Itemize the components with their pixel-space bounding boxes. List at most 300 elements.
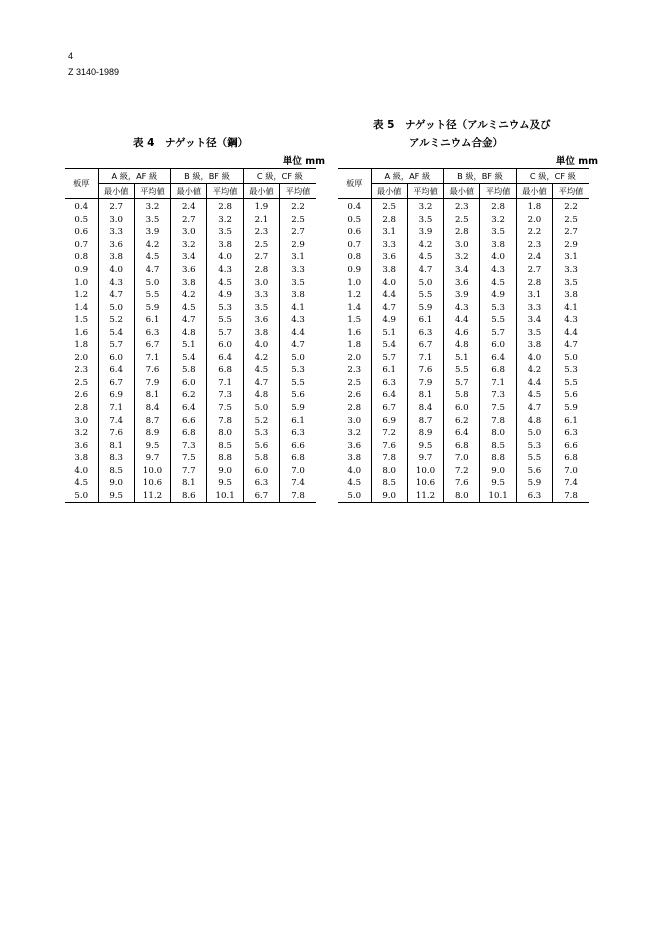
value-cell: 5.8 xyxy=(243,452,279,465)
value-cell: 4.7 xyxy=(553,339,589,352)
value-cell: 6.7 xyxy=(134,339,170,352)
thickness-cell: 3.6 xyxy=(74,440,89,451)
value-cell: 3.1 xyxy=(553,251,589,264)
table-row xyxy=(338,289,589,302)
value-cell: 4.2 xyxy=(407,239,443,252)
value-cell: 3.0 xyxy=(444,239,480,252)
value-cell: 9.0 xyxy=(480,464,516,477)
value-cell: 6.4 xyxy=(171,402,207,415)
value-cell: 6.6 xyxy=(280,439,316,452)
value-cell: 11.2 xyxy=(407,490,443,503)
value-cell: 6.3 xyxy=(553,427,589,440)
table4-title: 表 4 ナゲット径（鋼） xyxy=(133,137,249,149)
value-cell: 6.3 xyxy=(134,326,170,339)
table-row xyxy=(65,226,316,239)
value-cell: 6.4 xyxy=(207,352,243,365)
value-cell: 5.0 xyxy=(280,352,316,365)
value-cell: 8.5 xyxy=(371,477,407,490)
value-cell: 3.4 xyxy=(171,251,207,264)
table-row xyxy=(65,251,316,264)
value-cell: 4.5 xyxy=(243,364,279,377)
thickness-cell: 2.3 xyxy=(347,365,362,376)
value-cell: 7.6 xyxy=(444,477,480,490)
table-row xyxy=(338,251,589,264)
value-cell: 4.9 xyxy=(207,289,243,302)
table-row xyxy=(65,301,316,314)
value-cell: 8.1 xyxy=(134,389,170,402)
value-cell: 4.6 xyxy=(444,326,480,339)
value-cell: 3.9 xyxy=(444,289,480,302)
page-number: 4 xyxy=(68,51,74,61)
thickness-cell: 0.8 xyxy=(74,252,89,263)
header-group-b: B 級，BF 級 xyxy=(444,169,517,184)
value-cell: 4.5 xyxy=(207,276,243,289)
value-cell: 4.5 xyxy=(134,251,170,264)
value-cell: 8.1 xyxy=(171,477,207,490)
value-cell: 7.8 xyxy=(371,452,407,465)
table-row xyxy=(338,264,589,277)
value-cell: 6.9 xyxy=(371,414,407,427)
table4 xyxy=(65,168,316,503)
value-cell: 5.2 xyxy=(98,314,134,327)
value-cell: 9.0 xyxy=(98,477,134,490)
value-cell: 7.8 xyxy=(480,414,516,427)
value-cell: 7.2 xyxy=(371,427,407,440)
thickness-cell: 1.2 xyxy=(74,290,89,301)
table-row xyxy=(338,226,589,239)
thickness-cell: 0.4 xyxy=(74,202,89,213)
table-row xyxy=(338,402,589,415)
header-avg: 平均値 xyxy=(134,184,170,199)
value-cell: 2.8 xyxy=(243,264,279,277)
table-row xyxy=(338,214,589,227)
value-cell: 4.5 xyxy=(516,389,552,402)
value-cell: 7.5 xyxy=(171,452,207,465)
value-cell: 6.3 xyxy=(371,377,407,390)
table-row xyxy=(338,199,589,214)
header-min: 最小値 xyxy=(444,184,480,199)
value-cell: 2.5 xyxy=(553,214,589,227)
thickness-cell: 3.0 xyxy=(347,415,362,426)
value-cell: 5.4 xyxy=(171,352,207,365)
thickness-cell: 0.7 xyxy=(347,239,362,250)
table-row xyxy=(338,239,589,252)
value-cell: 6.4 xyxy=(98,364,134,377)
header-min: 最小値 xyxy=(243,184,279,199)
thickness-cell: 2.6 xyxy=(347,390,362,401)
value-cell: 7.1 xyxy=(98,402,134,415)
value-cell: 4.2 xyxy=(134,239,170,252)
value-cell: 3.4 xyxy=(516,314,552,327)
value-cell: 8.8 xyxy=(480,452,516,465)
value-cell: 4.8 xyxy=(444,339,480,352)
value-cell: 8.9 xyxy=(407,427,443,440)
value-cell: 7.8 xyxy=(553,490,589,503)
table-row xyxy=(65,402,316,415)
value-cell: 4.7 xyxy=(280,339,316,352)
value-cell: 6.8 xyxy=(207,364,243,377)
header-group-c: C 級，CF 級 xyxy=(243,169,316,184)
value-cell: 5.4 xyxy=(371,339,407,352)
value-cell: 5.6 xyxy=(243,439,279,452)
value-cell: 3.1 xyxy=(280,251,316,264)
value-cell: 7.5 xyxy=(480,402,516,415)
table-row xyxy=(65,239,316,252)
value-cell: 6.2 xyxy=(444,414,480,427)
value-cell: 3.4 xyxy=(444,264,480,277)
value-cell: 8.0 xyxy=(371,464,407,477)
table-row xyxy=(338,452,589,465)
value-cell: 2.8 xyxy=(207,199,243,214)
value-cell: 5.5 xyxy=(480,314,516,327)
value-cell: 4.3 xyxy=(553,314,589,327)
value-cell: 4.4 xyxy=(371,289,407,302)
value-cell: 5.0 xyxy=(134,276,170,289)
value-cell: 2.8 xyxy=(371,214,407,227)
value-cell: 4.7 xyxy=(407,264,443,277)
table-row xyxy=(338,427,589,440)
value-cell: 3.0 xyxy=(243,276,279,289)
value-cell: 5.5 xyxy=(207,314,243,327)
thickness-cell: 1.0 xyxy=(347,277,362,288)
table4-body xyxy=(65,199,316,503)
table-row xyxy=(338,389,589,402)
table5 xyxy=(338,168,589,503)
value-cell: 2.5 xyxy=(243,239,279,252)
value-cell: 3.5 xyxy=(207,226,243,239)
table5-title-line1: 表 5 ナゲット径（アルミニウム及び xyxy=(373,119,551,131)
thickness-cell: 2.6 xyxy=(74,390,89,401)
value-cell: 6.8 xyxy=(280,452,316,465)
value-cell: 4.4 xyxy=(280,326,316,339)
value-cell: 4.4 xyxy=(553,326,589,339)
value-cell: 4.0 xyxy=(480,251,516,264)
thickness-cell: 1.8 xyxy=(347,340,362,351)
value-cell: 4.2 xyxy=(171,289,207,302)
table-row xyxy=(338,276,589,289)
table-row xyxy=(65,477,316,490)
value-cell: 8.4 xyxy=(134,402,170,415)
table-row xyxy=(65,377,316,390)
value-cell: 1.8 xyxy=(516,199,552,214)
table-row xyxy=(338,377,589,390)
value-cell: 2.7 xyxy=(243,251,279,264)
thickness-cell: 2.0 xyxy=(74,352,89,363)
value-cell: 7.3 xyxy=(171,439,207,452)
value-cell: 5.9 xyxy=(516,477,552,490)
value-cell: 3.5 xyxy=(407,214,443,227)
thickness-cell: 2.8 xyxy=(347,403,362,414)
value-cell: 3.5 xyxy=(480,226,516,239)
value-cell: 7.0 xyxy=(553,464,589,477)
header-avg: 平均値 xyxy=(280,184,316,199)
value-cell: 6.6 xyxy=(553,439,589,452)
value-cell: 7.1 xyxy=(407,352,443,365)
value-cell: 4.7 xyxy=(98,289,134,302)
value-cell: 2.9 xyxy=(280,239,316,252)
thickness-cell: 2.5 xyxy=(347,377,362,388)
thickness-cell: 1.6 xyxy=(347,327,362,338)
value-cell: 8.3 xyxy=(98,452,134,465)
value-cell: 4.5 xyxy=(407,251,443,264)
header-avg: 平均値 xyxy=(480,184,516,199)
value-cell: 3.3 xyxy=(98,226,134,239)
value-cell: 6.0 xyxy=(480,339,516,352)
header-min: 最小値 xyxy=(171,184,207,199)
thickness-cell: 1.2 xyxy=(347,290,362,301)
table-row xyxy=(338,339,589,352)
thickness-cell: 5.0 xyxy=(65,490,98,503)
value-cell: 4.3 xyxy=(444,301,480,314)
thickness-cell: 1.5 xyxy=(74,315,89,326)
value-cell: 5.9 xyxy=(134,301,170,314)
table-row xyxy=(338,364,589,377)
value-cell: 3.1 xyxy=(516,289,552,302)
value-cell: 5.2 xyxy=(243,414,279,427)
value-cell: 5.7 xyxy=(98,339,134,352)
value-cell: 7.6 xyxy=(134,364,170,377)
value-cell: 5.1 xyxy=(444,352,480,365)
value-cell: 2.9 xyxy=(553,239,589,252)
table-row xyxy=(338,352,589,365)
thickness-cell: 3.8 xyxy=(74,453,89,464)
value-cell: 7.1 xyxy=(134,352,170,365)
value-cell: 5.1 xyxy=(171,339,207,352)
value-cell: 2.8 xyxy=(480,199,516,214)
value-cell: 2.5 xyxy=(444,214,480,227)
value-cell: 8.5 xyxy=(207,439,243,452)
value-cell: 4.5 xyxy=(480,276,516,289)
value-cell: 6.4 xyxy=(371,389,407,402)
value-cell: 5.0 xyxy=(98,301,134,314)
value-cell: 6.2 xyxy=(171,389,207,402)
value-cell: 1.9 xyxy=(243,199,279,214)
value-cell: 6.1 xyxy=(553,414,589,427)
value-cell: 7.6 xyxy=(371,439,407,452)
value-cell: 3.8 xyxy=(516,339,552,352)
value-cell: 3.3 xyxy=(243,289,279,302)
thickness-cell: 1.5 xyxy=(347,315,362,326)
value-cell: 3.6 xyxy=(371,251,407,264)
value-cell: 5.3 xyxy=(516,439,552,452)
value-cell: 7.4 xyxy=(98,414,134,427)
value-cell: 3.6 xyxy=(444,276,480,289)
header-min: 最小値 xyxy=(371,184,407,199)
value-cell: 9.5 xyxy=(134,439,170,452)
header-avg: 平均値 xyxy=(553,184,589,199)
value-cell: 4.4 xyxy=(516,377,552,390)
table-row xyxy=(338,439,589,452)
value-cell: 8.8 xyxy=(207,452,243,465)
value-cell: 5.9 xyxy=(407,301,443,314)
table5-body xyxy=(338,199,589,503)
value-cell: 3.9 xyxy=(134,226,170,239)
value-cell: 4.3 xyxy=(480,264,516,277)
value-cell: 10.0 xyxy=(134,464,170,477)
value-cell: 7.7 xyxy=(171,464,207,477)
header-thickness: 板厚 xyxy=(338,169,371,199)
value-cell: 3.8 xyxy=(207,239,243,252)
table5-unit: 単位 mm xyxy=(555,156,598,167)
header-thickness: 板厚 xyxy=(65,169,98,199)
table-row xyxy=(338,414,589,427)
value-cell: 2.2 xyxy=(553,199,589,214)
value-cell: 5.7 xyxy=(480,326,516,339)
value-cell: 7.1 xyxy=(480,377,516,390)
value-cell: 5.6 xyxy=(553,389,589,402)
value-cell: 3.3 xyxy=(553,264,589,277)
table-row xyxy=(65,427,316,440)
thickness-cell: 2.3 xyxy=(74,365,89,376)
value-cell: 2.5 xyxy=(371,199,407,214)
value-cell: 7.3 xyxy=(480,389,516,402)
value-cell: 7.0 xyxy=(444,452,480,465)
thickness-cell: 3.8 xyxy=(347,453,362,464)
value-cell: 3.5 xyxy=(134,214,170,227)
value-cell: 5.3 xyxy=(207,301,243,314)
value-cell: 6.0 xyxy=(444,402,480,415)
thickness-cell: 4.5 xyxy=(74,478,89,489)
thickness-cell: 3.2 xyxy=(347,428,362,439)
value-cell: 5.0 xyxy=(407,276,443,289)
table-row xyxy=(65,314,316,327)
value-cell: 2.4 xyxy=(171,199,207,214)
table-row xyxy=(65,452,316,465)
table-row xyxy=(338,314,589,327)
table-row xyxy=(65,289,316,302)
thickness-cell: 4.0 xyxy=(74,465,89,476)
value-cell: 3.2 xyxy=(207,214,243,227)
value-cell: 4.9 xyxy=(480,289,516,302)
value-cell: 7.0 xyxy=(280,464,316,477)
value-cell: 7.2 xyxy=(444,464,480,477)
value-cell: 6.7 xyxy=(243,490,279,503)
value-cell: 3.9 xyxy=(407,226,443,239)
value-cell: 5.8 xyxy=(171,364,207,377)
thickness-cell: 2.0 xyxy=(347,352,362,363)
value-cell: 3.5 xyxy=(280,276,316,289)
standard-number: Z 3140-1989 xyxy=(68,67,120,77)
value-cell: 7.3 xyxy=(207,389,243,402)
value-cell: 5.0 xyxy=(553,352,589,365)
value-cell: 6.3 xyxy=(407,326,443,339)
header-min: 最小値 xyxy=(98,184,134,199)
value-cell: 8.0 xyxy=(207,427,243,440)
table4-unit: 単位 mm xyxy=(282,156,325,167)
value-cell: 10.0 xyxy=(407,464,443,477)
value-cell: 2.3 xyxy=(444,199,480,214)
value-cell: 4.0 xyxy=(98,264,134,277)
value-cell: 6.6 xyxy=(171,414,207,427)
value-cell: 2.1 xyxy=(243,214,279,227)
header-group-a: A 級，AF 級 xyxy=(371,169,444,184)
table-row xyxy=(65,352,316,365)
value-cell: 6.8 xyxy=(553,452,589,465)
value-cell: 4.3 xyxy=(280,314,316,327)
value-cell: 5.5 xyxy=(516,452,552,465)
header-avg: 平均値 xyxy=(407,184,443,199)
thickness-cell: 0.5 xyxy=(74,214,89,225)
value-cell: 7.6 xyxy=(407,364,443,377)
value-cell: 3.1 xyxy=(371,226,407,239)
value-cell: 10.1 xyxy=(480,490,516,503)
thickness-cell: 0.8 xyxy=(347,252,362,263)
thickness-cell: 0.7 xyxy=(74,239,89,250)
table-row xyxy=(65,199,316,214)
value-cell: 5.5 xyxy=(134,289,170,302)
value-cell: 4.9 xyxy=(371,314,407,327)
value-cell: 3.8 xyxy=(553,289,589,302)
value-cell: 3.8 xyxy=(480,239,516,252)
table-row xyxy=(65,326,316,339)
value-cell: 6.3 xyxy=(243,477,279,490)
value-cell: 2.5 xyxy=(280,214,316,227)
value-cell: 7.1 xyxy=(207,377,243,390)
value-cell: 7.8 xyxy=(280,490,316,503)
value-cell: 7.8 xyxy=(207,414,243,427)
value-cell: 9.5 xyxy=(98,490,134,503)
value-cell: 3.8 xyxy=(98,251,134,264)
value-cell: 5.6 xyxy=(516,464,552,477)
thickness-cell: 0.9 xyxy=(74,265,89,275)
value-cell: 4.0 xyxy=(207,251,243,264)
thickness-cell: 0.4 xyxy=(347,202,362,213)
header-avg: 平均値 xyxy=(207,184,243,199)
value-cell: 2.8 xyxy=(516,276,552,289)
value-cell: 2.7 xyxy=(553,226,589,239)
table-row xyxy=(65,490,316,503)
value-cell: 6.1 xyxy=(280,414,316,427)
value-cell: 2.2 xyxy=(280,199,316,214)
value-cell: 5.5 xyxy=(280,377,316,390)
value-cell: 8.0 xyxy=(480,427,516,440)
table-row xyxy=(65,264,316,277)
value-cell: 9.7 xyxy=(134,452,170,465)
value-cell: 4.3 xyxy=(207,264,243,277)
value-cell: 3.2 xyxy=(407,199,443,214)
table-row xyxy=(65,389,316,402)
table-row xyxy=(65,439,316,452)
table-row xyxy=(65,464,316,477)
value-cell: 10.6 xyxy=(407,477,443,490)
value-cell: 8.6 xyxy=(171,490,207,503)
value-cell: 5.7 xyxy=(371,352,407,365)
value-cell: 6.0 xyxy=(243,464,279,477)
thickness-cell: 0.6 xyxy=(347,227,362,238)
value-cell: 8.7 xyxy=(134,414,170,427)
value-cell: 4.8 xyxy=(171,326,207,339)
value-cell: 3.3 xyxy=(280,264,316,277)
value-cell: 4.3 xyxy=(98,276,134,289)
value-cell: 5.5 xyxy=(407,289,443,302)
value-cell: 4.2 xyxy=(516,364,552,377)
value-cell: 4.7 xyxy=(516,402,552,415)
thickness-cell: 2.5 xyxy=(74,377,89,388)
table-row xyxy=(338,490,589,503)
value-cell: 3.5 xyxy=(243,301,279,314)
value-cell: 8.1 xyxy=(407,389,443,402)
value-cell: 5.0 xyxy=(516,427,552,440)
value-cell: 6.0 xyxy=(207,339,243,352)
value-cell: 2.2 xyxy=(516,226,552,239)
value-cell: 9.5 xyxy=(207,477,243,490)
thickness-cell: 1.0 xyxy=(74,277,89,288)
value-cell: 4.1 xyxy=(280,301,316,314)
value-cell: 3.6 xyxy=(243,314,279,327)
value-cell: 5.0 xyxy=(243,402,279,415)
value-cell: 8.7 xyxy=(407,414,443,427)
value-cell: 3.2 xyxy=(171,239,207,252)
